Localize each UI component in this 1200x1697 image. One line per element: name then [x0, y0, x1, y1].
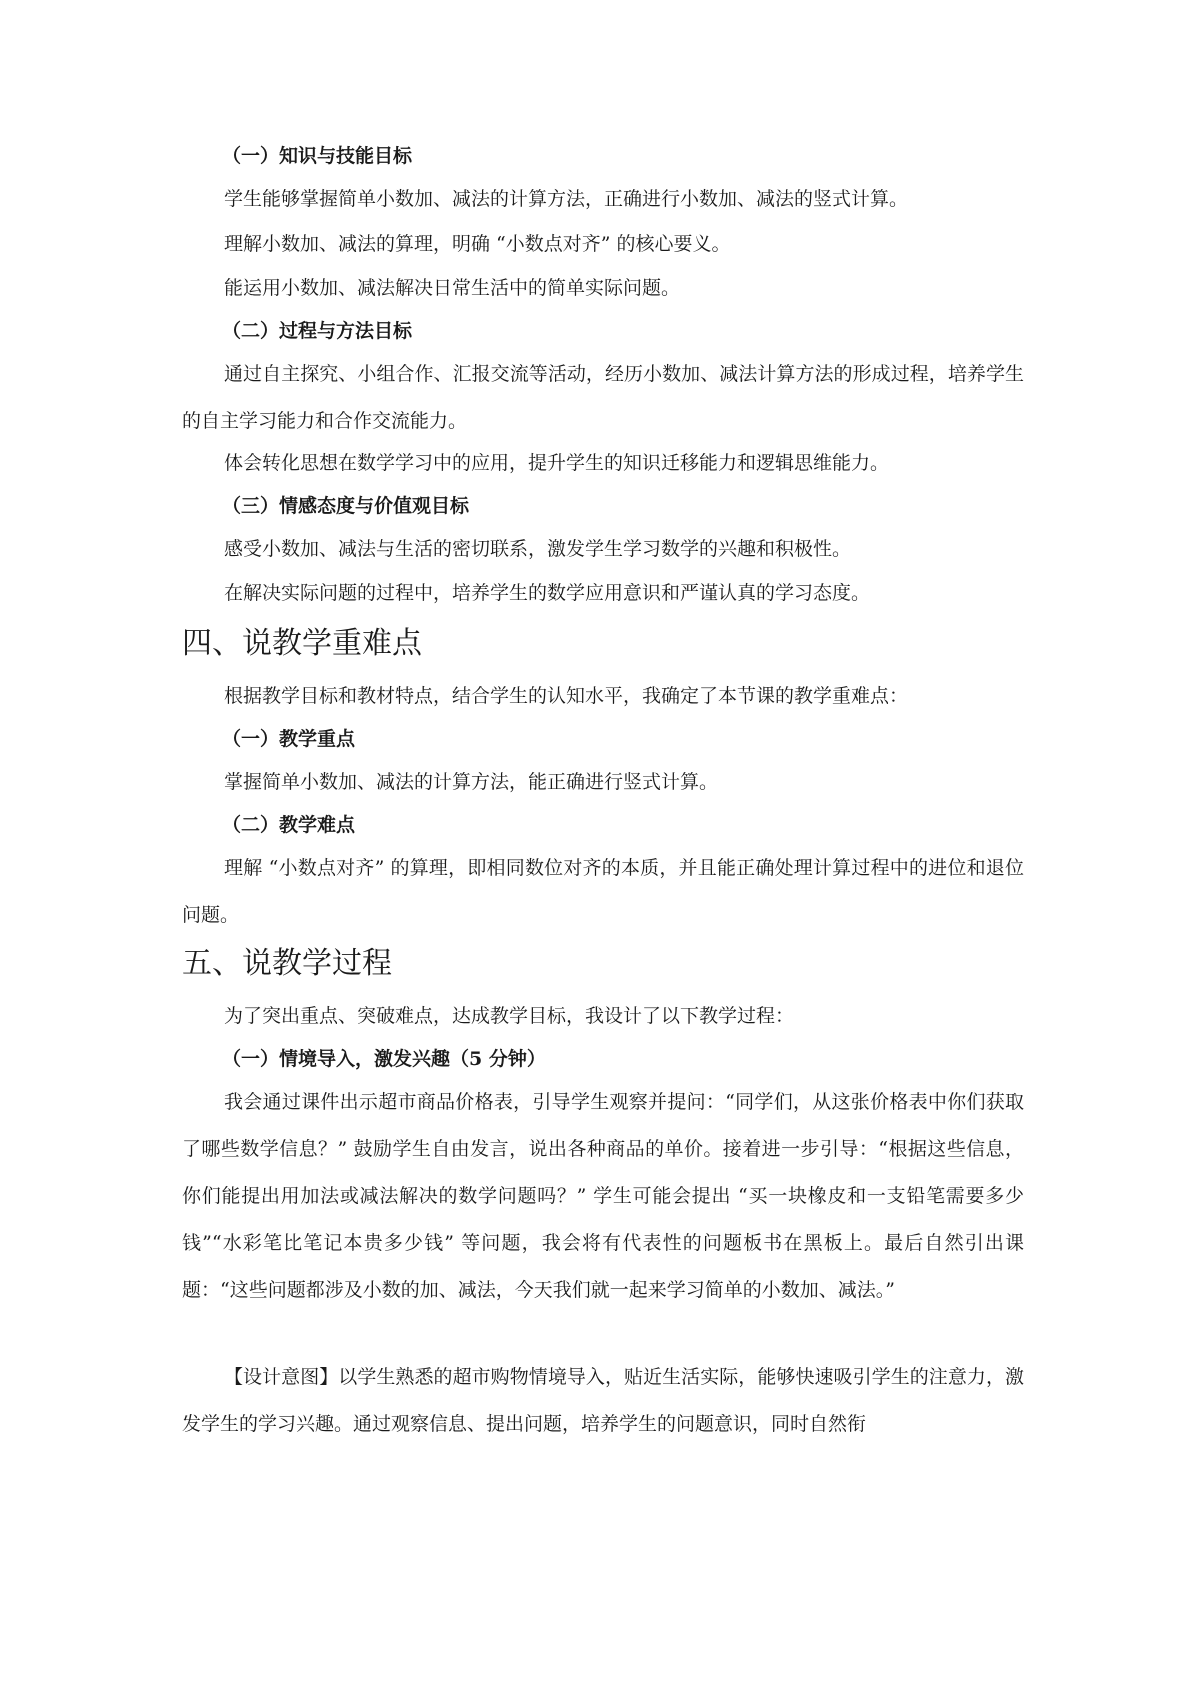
goal2-paragraph-2: 体会转化思想在数学学习中的应用，提升学生的知识迁移能力和逻辑思维能力。 [224, 452, 890, 474]
goal2-paragraph-1: 通过自主探究、小组合作、汇报交流等活动，经历小数加、减法计算方法的形成过程，培养学生的自主学习能力和合作交流能力。 [182, 363, 1024, 432]
goal1-paragraph-1: 学生能够掌握简单小数加、减法的计算方法，正确进行小数加、减法的竖式计算。 [224, 188, 909, 210]
goal3-paragraph-2: 在解决实际问题的过程中，培养学生的数学应用意识和严谨认真的学习态度。 [224, 582, 871, 604]
goal3-paragraph-1: 感受小数加、减法与生活的密切联系，激发学生学习数学的兴趣和积极性。 [224, 538, 852, 560]
step1-heading: （一）情境导入，激发兴趣（5 分钟） [222, 1048, 546, 1070]
section-title-teaching-process: 五、说教学过程 [182, 946, 392, 981]
goal1-paragraph-2: 理解小数加、减法的算理，明确 “小数点对齐” 的核心要义。 [224, 233, 731, 255]
difficulty-heading: （二）教学难点 [222, 814, 356, 836]
goal1-heading: （一）知识与技能目标 [222, 145, 413, 167]
goal3-heading: （三）情感态度与价值观目标 [222, 495, 470, 517]
section-title-key-points: 四、说教学重难点 [182, 626, 422, 661]
key-point-paragraph: 掌握简单小数加、减法的计算方法，能正确进行竖式计算。 [224, 771, 719, 793]
design-intent-paragraph: 【设计意图】以学生熟悉的超市购物情境导入，贴近生活实际，能够快速吸引学生的注意力，激发学生的学习兴趣。通过观察信息、提出问题，培养学生的问题意识，同时自然衔 [182, 1366, 1024, 1435]
key-point-heading: （一）教学重点 [222, 728, 356, 750]
goal2-heading: （二）过程与方法目标 [222, 320, 413, 342]
step1-paragraph: 我会通过课件出示超市商品价格表，引导学生观察并提问：“同学们，从这张价格表中你们获取了哪些数学信息？” 鼓励学生自由发言，说出各种商品的单价。接着进一步引导：“根据这些信息，你们能提出用加法或减法解决的数学问题吗？” 学生可能会提出 “买一块橡皮和一支铅笔需要多少钱”“水彩笔比笔记本贵多少钱” 等问题，我会将有代表性的问题板书在黑板上。最后自然引出课题：“这些问题都涉及小数的加、减法，今天我们就一起来学习简单的小数加、减法。” [182, 1091, 1024, 1301]
part5-intro: 为了突出重点、突破难点，达成教学目标，我设计了以下教学过程： [224, 1005, 795, 1027]
goal1-paragraph-3: 能运用小数加、减法解决日常生活中的简单实际问题。 [224, 277, 681, 299]
difficulty-paragraph: 理解 “小数点对齐” 的算理，即相同数位对齐的本质，并且能正确处理计算过程中的进位和退位问题。 [182, 857, 1024, 926]
part4-intro: 根据教学目标和教材特点，结合学生的认知水平，我确定了本节课的教学重难点： [224, 685, 909, 707]
